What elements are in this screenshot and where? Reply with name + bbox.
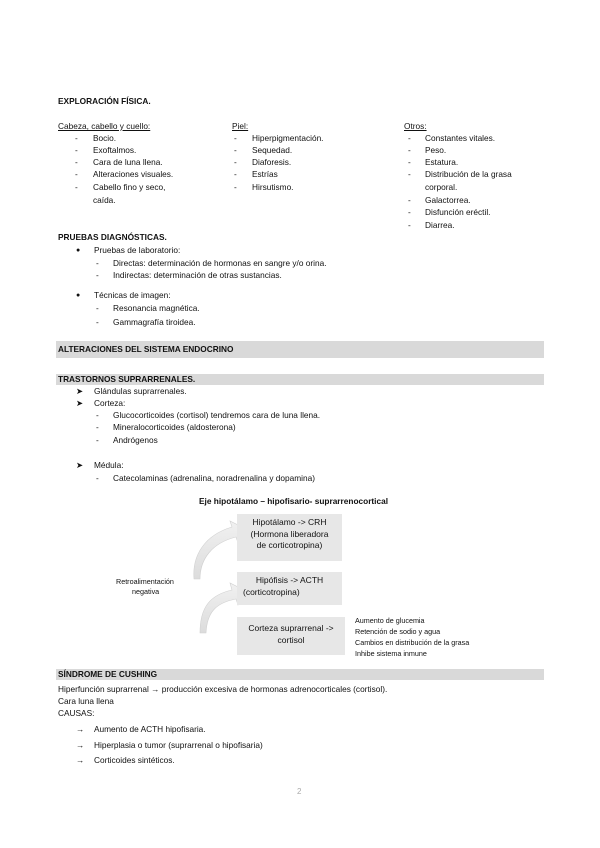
pruebas-directas: Directas: determinación de hormonas en sangre y/o orina.: [113, 258, 327, 268]
dash-marker: -: [96, 317, 99, 327]
dash-marker: -: [75, 182, 78, 192]
trastornos-corteza: Corteza:: [94, 398, 126, 408]
cushing-line2: Cara luna llena: [58, 696, 114, 706]
feedback-label-2: negativa: [132, 587, 160, 596]
dash-marker: -: [408, 133, 411, 143]
list-item: Hirsutismo.: [252, 182, 294, 192]
box-line: Corteza suprarrenal ->: [248, 623, 334, 633]
pruebas-lab: Pruebas de laboratorio:: [94, 245, 181, 255]
page-number: 2: [297, 787, 302, 796]
arrow-bullet-marker: ➤: [76, 460, 83, 470]
dash-marker: -: [408, 220, 411, 230]
dash-marker: -: [75, 145, 78, 155]
box-line: Hipotálamo -> CRH: [252, 517, 327, 527]
section-title-alteraciones: ALTERACIONES DEL SISTEMA ENDOCRINO: [58, 344, 234, 354]
eje-title: Eje hipotálamo – hipofisario- suprarrenocortical: [199, 496, 389, 506]
corteza-item: Mineralocorticoides (aldosterona): [113, 422, 236, 432]
list-item: Galactorrea.: [425, 195, 471, 205]
trastornos-medula: Médula:: [94, 460, 124, 470]
corteza-item: Andrógenos: [113, 435, 158, 445]
corteza-item: Glucocorticoides (cortisol) tendremos cara de luna llena.: [113, 410, 321, 420]
dash-marker: -: [408, 157, 411, 167]
dash-marker: -: [75, 133, 78, 143]
box-hipotalamo: [237, 514, 342, 561]
bullet-marker: ●: [76, 247, 81, 254]
list-item: Distribución de la grasa: [425, 169, 512, 179]
dash-marker: -: [234, 157, 237, 167]
box-corteza: [237, 617, 345, 655]
list-item: Disfunción eréctil.: [425, 207, 491, 217]
list-item: Diaforesis.: [252, 157, 292, 167]
pruebas-indirectas: Indirectas: determinación de otras sustancias.: [113, 270, 282, 280]
box-line: de corticotropina): [256, 540, 323, 550]
list-item: Estrías: [252, 169, 278, 179]
dash-marker: -: [234, 133, 237, 143]
feedback-label-1: Retroalimentación: [116, 577, 174, 586]
pruebas-imagen: Técnicas de imagen:: [94, 290, 171, 300]
list-item: Bocio.: [93, 133, 117, 143]
list-item: Alteraciones visuales.: [93, 169, 174, 179]
arrow-bullet-marker: ➤: [76, 386, 83, 396]
arrow-marker: →: [76, 755, 85, 765]
box-line: (corticotropina): [243, 586, 300, 597]
effect-item: Inhibe sistema inmune: [355, 649, 427, 658]
piel-header: Piel:: [232, 121, 249, 131]
box-line: (Hormona liberadora: [250, 528, 329, 539]
trastornos-glandulas: Glándulas suprarrenales.: [94, 386, 187, 396]
causa-item: Corticoides sintéticos.: [94, 755, 175, 765]
arrow-marker: →: [76, 740, 85, 750]
causa-item: Hiperplasia o tumor (suprarrenal o hipofisaria): [94, 740, 263, 750]
section-title-pruebas: PRUEBAS DIAGNÓSTICAS.: [58, 232, 167, 242]
dash-marker: -: [234, 145, 237, 155]
dash-marker: -: [408, 169, 411, 179]
list-item: caída.: [93, 195, 116, 205]
list-item: Constantes vitales.: [425, 133, 496, 143]
cabeza-header: Cabeza, cabello y cuello:: [58, 121, 151, 131]
list-item: Sequedad.: [252, 145, 293, 155]
dash-marker: -: [96, 410, 99, 420]
dash-marker: -: [75, 157, 78, 167]
dash-marker: -: [96, 435, 99, 445]
box-hipofisis: [237, 572, 342, 605]
dash-marker: -: [234, 182, 237, 192]
dash-marker: -: [96, 422, 99, 432]
cushing-causas: CAUSAS:: [58, 708, 95, 718]
bullet-marker: ●: [76, 292, 81, 299]
dash-marker: -: [408, 145, 411, 155]
section-title-trastornos: TRASTORNOS SUPRARRENALES.: [58, 374, 196, 384]
otros-header: Otros:: [404, 121, 427, 131]
effect-item: Aumento de glucemia: [355, 616, 425, 625]
dash-marker: -: [234, 169, 237, 179]
dash-marker: -: [75, 169, 78, 179]
cushing-line1: Hiperfunción suprarrenal → producción excesiva de hormonas adrenocorticales (cortisol).: [58, 684, 388, 694]
list-item: Diarrea.: [425, 220, 455, 230]
dash-marker: -: [96, 473, 99, 483]
list-item: Peso.: [425, 145, 447, 155]
effect-item: Cambios en distribución de la grasa: [355, 638, 470, 647]
list-item: Cabello fino y seco,: [93, 182, 166, 192]
dash-marker: -: [408, 195, 411, 205]
effect-item: Retención de sodio y agua: [355, 627, 441, 636]
list-item: Estatura.: [425, 157, 459, 167]
dash-marker: -: [96, 303, 99, 313]
dash-marker: -: [408, 207, 411, 217]
box-line: Hipófisis -> ACTH: [255, 575, 324, 585]
medula-item: Catecolaminas (adrenalina, noradrenalina y dopamina): [113, 473, 316, 483]
dash-marker: -: [96, 258, 99, 268]
list-item: corporal.: [425, 182, 458, 192]
list-item: Cara de luna llena.: [93, 157, 163, 167]
box-line: cortisol: [277, 634, 305, 645]
section-title-exploracion: EXPLORACIÓN FÍSICA.: [58, 96, 151, 106]
list-item: Exoftalmos.: [93, 145, 137, 155]
dash-marker: -: [96, 270, 99, 280]
pruebas-resonancia: Resonancia magnética.: [113, 303, 200, 313]
section-title-cushing: SÍNDROME DE CUSHING: [58, 669, 158, 679]
arrow-marker: →: [76, 724, 85, 734]
list-item: Hiperpigmentación.: [252, 133, 324, 143]
pruebas-gammagrafia: Gammagrafía tiroidea.: [113, 317, 196, 327]
arrow-bullet-marker: ➤: [76, 398, 83, 408]
causa-item: Aumento de ACTH hipofisaria.: [94, 724, 206, 734]
